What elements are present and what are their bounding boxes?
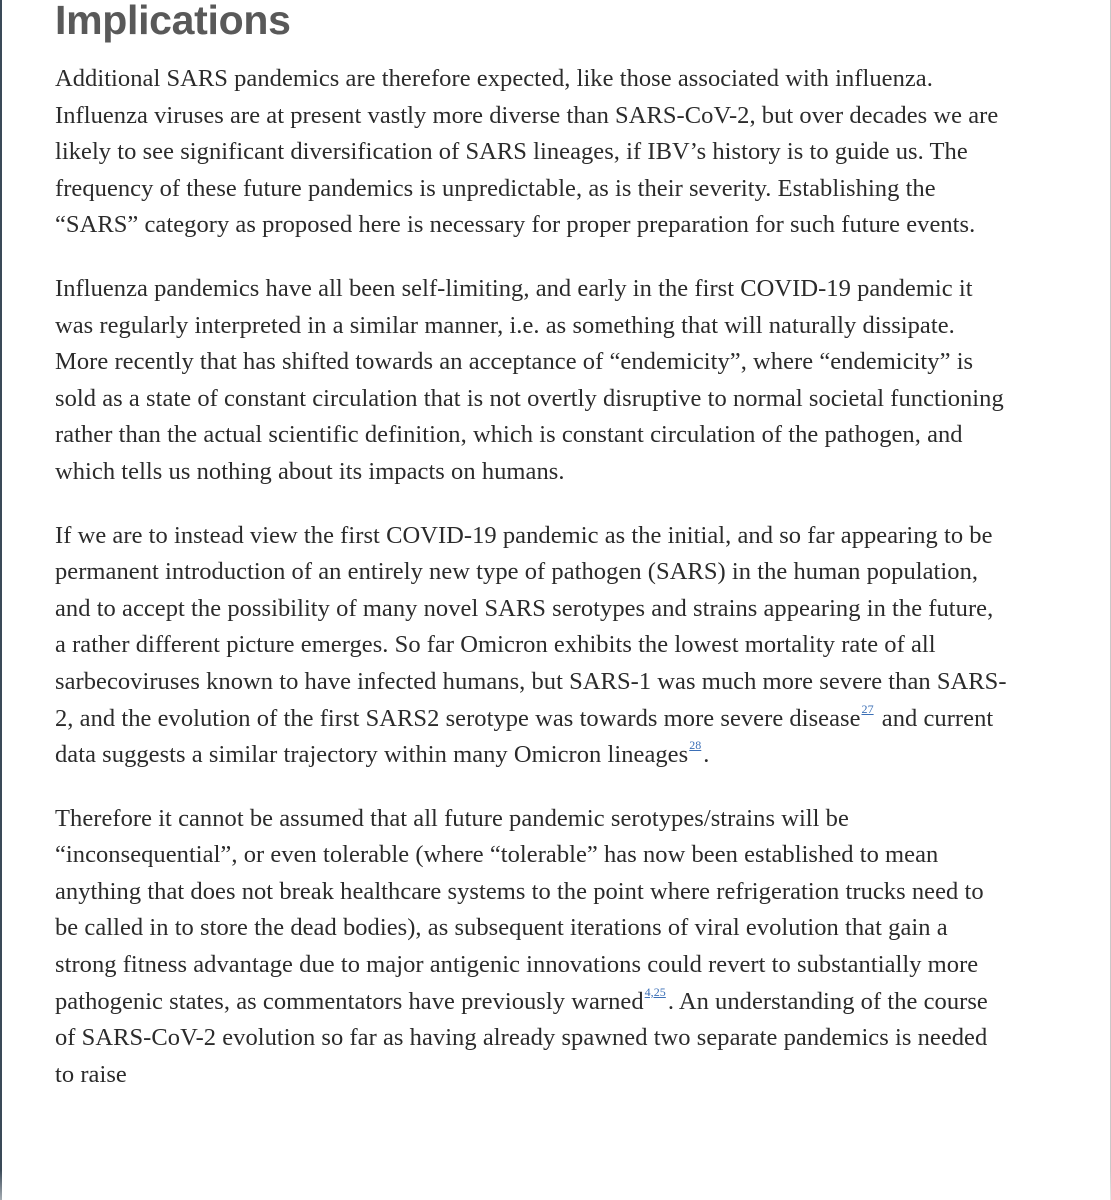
paragraph-4-text-b: . An understanding of the course of SARS-CoV-2 evolution so far as having already spawned two separate pandemics is needed to raise [55,987,988,1088]
reference-link-27[interactable]: 27 [861,701,874,716]
paragraph-4 [55,801,1010,1094]
reference-link-4-25[interactable]: 4,25 [644,984,666,999]
article-body [55,0,1010,1120]
paragraph-3-text-c: . [703,741,710,769]
paragraph-3 [55,518,1010,774]
paragraph-4-text-a: Therefore it cannot be assumed that all future pandemic serotypes/strains will be “inconsequential”, or even tolerable (where “tolerable” has now been established to mean anything that does not break healthcare systems to the point where refrigeration trucks need to be called in to store the dead bodies), as subsequent iterations of viral evolution that gain a strong fitness advantage due to major antigenic innovations could revert to substantially more pathogenic states, as commentators have previously warned [55,804,984,1015]
paragraph-1: Additional SARS pandemics are therefore expected, like those associated with influenza. Influenza viruses are at present vastly more diverse than SARS-CoV-2, but over decades we are likely to see significant diversification of SARS lineages, if IBV’s history is to guide us. The frequency of these future pandemics is unpredictable, as is their severity. Establishing the “SARS” category as proposed here is necessary for proper preparation for such future events. [55,65,999,239]
bottom-fade [0,1170,1111,1200]
section-heading: Implications [55,0,291,43]
paragraph-3-text-b: and current data suggests a similar trajectory within many Omicron lineages [55,704,994,769]
paragraph-3-text-a: If we are to instead view the first COVID-19 pandemic as the initial, and so far appearing to be permanent introduction of an entirely new type of pathogen (SARS) in the human population, and to accept the possibility of many novel SARS serotypes and strains appearing in the future, a rather different picture emerges. So far Omicron exhibits the lowest mortality rate of all sarbecoviruses known to have infected humans, but SARS-1 was much more severe than SARS-2, and the evolution of the first SARS2 serotype was towards more severe disease [55,521,1007,732]
reference-link-28[interactable]: 28 [689,738,702,753]
left-border [0,0,2,1200]
paragraph-2: Influenza pandemics have all been self-limiting, and early in the first COVID-19 pandemic it was regularly interpreted in a similar manner, i.e. as something that will naturally dissipate. More recently that has shifted towards an acceptance of “endemicity”, where “endemicity” is sold as a state of constant circulation that is not overtly disruptive to normal societal functioning rather than the actual scientific definition, which is constant circulation of the pathogen, and which tells us nothing about its impacts on humans. [55,274,1004,485]
